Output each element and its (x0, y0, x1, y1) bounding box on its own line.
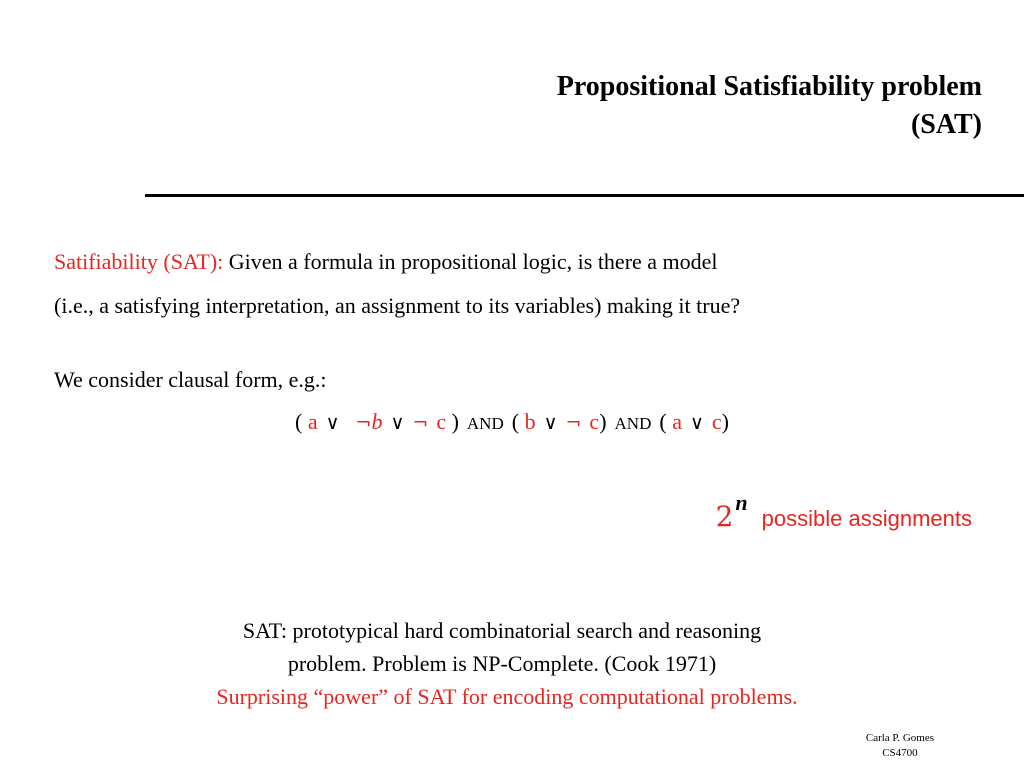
paren-open: ( (511, 409, 525, 434)
assignments-base: 2 (715, 500, 734, 533)
paren-close: ) (721, 409, 729, 434)
literal-c: c (436, 409, 447, 434)
footer-author: Carla P. Gomes (865, 732, 934, 744)
and-operator: AND (466, 414, 504, 433)
not-symbol: ¬ (412, 412, 429, 434)
slide-title (557, 68, 982, 144)
slide-title-line-1: Propositional Satisfiability problem (556, 71, 982, 102)
clause-3 (659, 409, 729, 434)
definition-text-1: Given a formula in propositional logic, is there a model (223, 249, 718, 274)
paren-open: ( (295, 409, 308, 434)
definition-line-1 (54, 240, 740, 284)
literal-c: c (589, 409, 600, 434)
definition-term: Satifiability (SAT): (54, 249, 224, 274)
cnf-formula (0, 406, 1024, 440)
slide-footer (866, 731, 934, 761)
title-divider (145, 194, 1024, 197)
summary-line-3: Surprising “power” of SAT for encoding computational problems. (216, 684, 798, 709)
assignments-label: possible assignments (761, 506, 972, 531)
footer-course: CS4700 (882, 747, 918, 759)
clause-1 (295, 409, 459, 434)
paren-close: ) (446, 409, 459, 434)
summary-line-2: problem. Problem is NP-Complete. (Cook 1971) (287, 651, 717, 676)
assignments-exponent: n (735, 490, 748, 515)
summary-line-1: SAT: prototypical hard combinatorial search and reasoning (242, 618, 762, 643)
not-symbol: ¬ (355, 412, 372, 434)
and-operator: AND (614, 414, 652, 433)
paren-open: ( (659, 409, 673, 434)
literal-b: b (371, 409, 383, 434)
literal-a: a (672, 409, 682, 434)
sat-summary (0, 614, 1004, 713)
not-symbol: ¬ (565, 412, 582, 434)
or-symbol: ∨ (325, 412, 340, 434)
slide-title-line-2: (SAT) (910, 109, 982, 140)
sat-definition (54, 240, 740, 328)
possible-assignments (715, 490, 972, 533)
literal-a: a (307, 409, 318, 434)
or-symbol: ∨ (689, 412, 704, 434)
or-symbol: ∨ (543, 412, 558, 434)
literal-c: c (711, 409, 722, 434)
clause-2 (512, 409, 607, 434)
definition-line-2: (i.e., a satisfying interpretation, an assignment to its variables) making it true? (54, 293, 741, 318)
clausal-form-intro: We consider clausal form, e.g.: (54, 367, 327, 392)
paren-close: ) (599, 409, 607, 434)
or-symbol: ∨ (390, 412, 405, 434)
literal-b: b (524, 409, 536, 434)
